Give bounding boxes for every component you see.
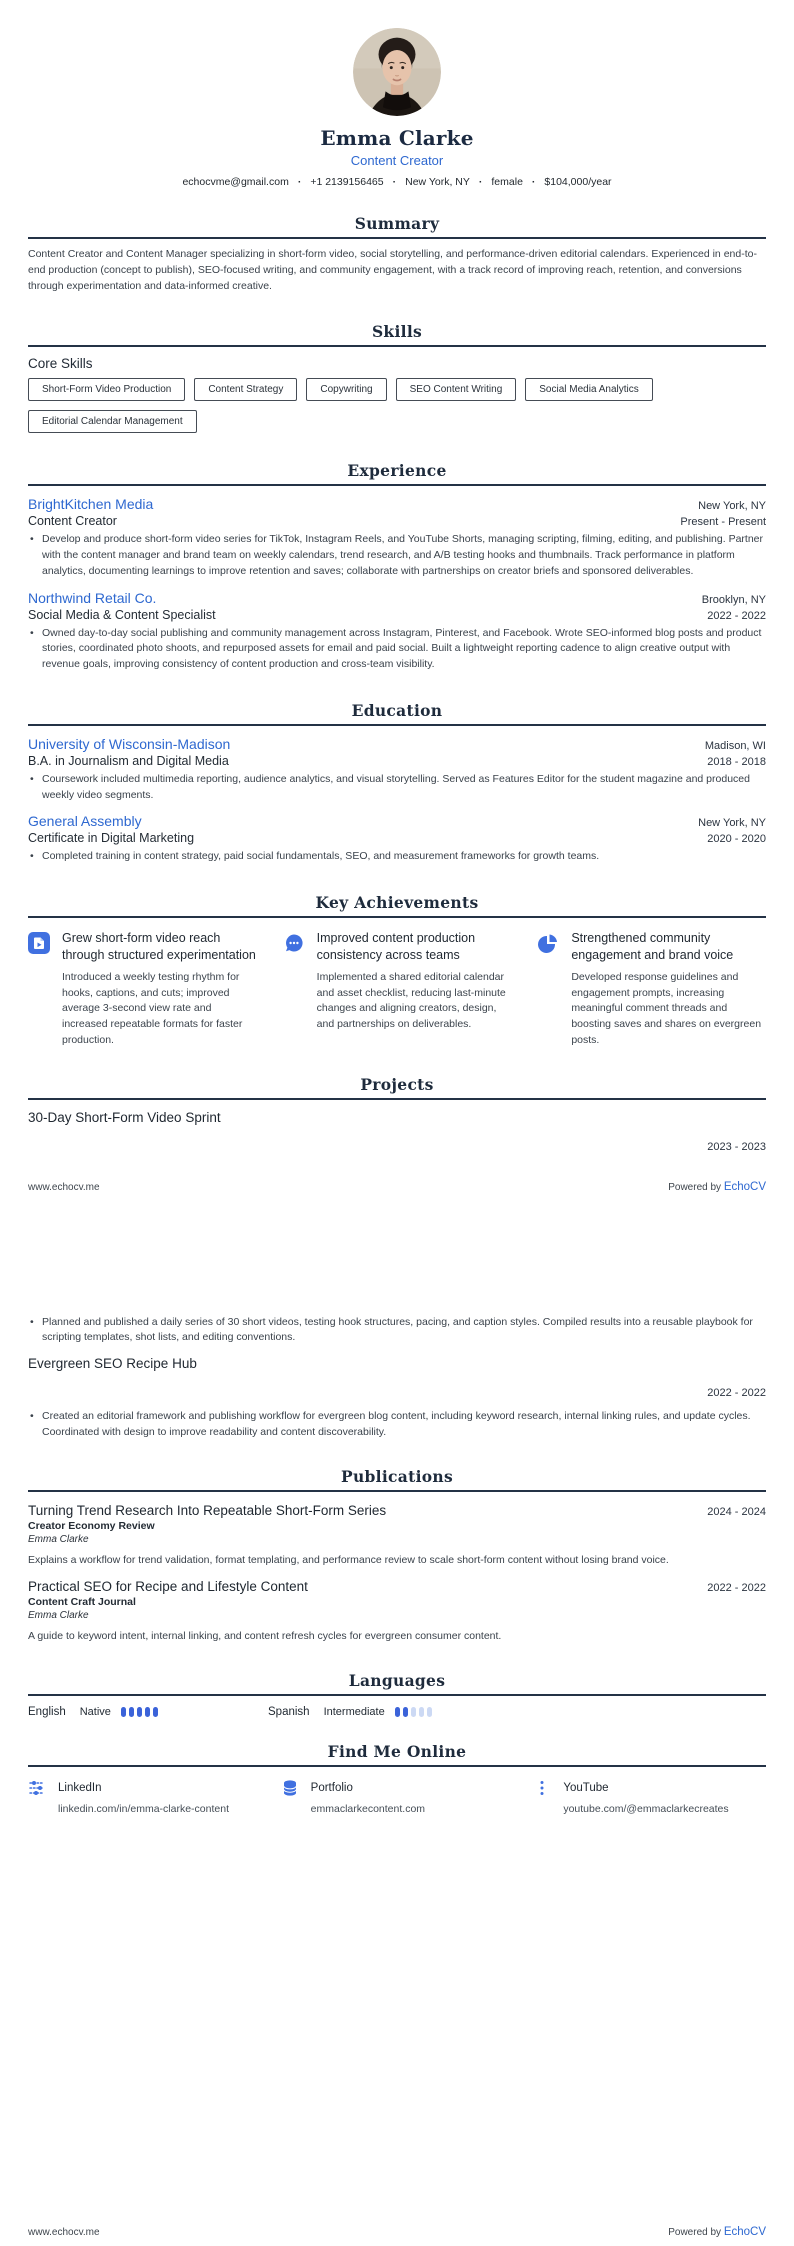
- job-title: Content Creator: [28, 514, 117, 529]
- publication-description: Explains a workflow for trend validation, format templating, and performance review to scale short-form content without losing brand voice.: [28, 1553, 669, 1566]
- language-level-dots: [395, 1707, 432, 1717]
- online-item-portfolio: [281, 1779, 514, 1815]
- contact-gender: female: [491, 176, 523, 188]
- powered-by: [668, 2226, 766, 2238]
- powered-by-text: Powered by: [668, 1181, 722, 1193]
- language-item: [28, 1706, 268, 1718]
- school-name: General Assembly: [28, 813, 142, 830]
- summary-text: Content Creator and Content Manager specializing in short-form video, social storytelling, and performance-driven editorial calendars. Experienced in end-to-end production (concept to publish), SEO-focused writing, and community engagement, with a track record of improving reach, retention, and conversions through experimentation and data-informed creative.: [28, 248, 757, 292]
- publication-entry: [28, 1503, 766, 1569]
- degree-dates: 2018 - 2018: [707, 755, 766, 768]
- level-dot-filled: [403, 1707, 408, 1717]
- section-divider: [28, 484, 766, 486]
- experience-entry: [28, 496, 766, 579]
- section-divider: [28, 724, 766, 726]
- powered-by: [668, 1181, 766, 1193]
- skill-chip-list: [28, 378, 766, 433]
- skills-heading: Skills: [371, 322, 423, 342]
- section-find-me-online: [28, 1742, 766, 1815]
- projects-heading: Projects: [360, 1074, 434, 1094]
- language-level-dots: [121, 1707, 158, 1717]
- experience-heading: Experience: [347, 461, 447, 481]
- page-break-footer: [28, 1181, 766, 1193]
- vertical-dots-icon: [533, 1779, 551, 1797]
- skill-chip: Copywriting: [306, 378, 386, 401]
- footer-site-link[interactable]: www.echocv.me: [28, 2227, 100, 2238]
- experience-entry: [28, 590, 766, 673]
- footer-site-link[interactable]: www.echocv.me: [28, 1181, 100, 1193]
- job-dates: 2022 - 2022: [707, 609, 766, 622]
- publication-entry: [28, 1579, 766, 1645]
- section-skills: [28, 322, 766, 433]
- online-url-link[interactable]: youtube.com/@emmaclarkecreates: [563, 1803, 729, 1815]
- language-list: [28, 1706, 766, 1718]
- video-file-icon: [28, 932, 50, 954]
- online-label: LinkedIn: [58, 1782, 102, 1794]
- chat-bubble-icon: [283, 932, 305, 954]
- achievement-text: Developed response guidelines and engagement prompts, increasing meaningful comment threads and boosting saves and shares on evergreen posts.: [571, 970, 762, 1046]
- education-bullet: • Coursework included multimedia reporting, audience analytics, and visual storytelling. Served as Features Editor for the student magazine and produced weekly video segments.: [28, 772, 766, 804]
- level-dot-empty: [411, 1707, 416, 1717]
- achievements-grid: [28, 930, 766, 1049]
- skill-chip: Content Strategy: [194, 378, 297, 401]
- section-key-achievements: [28, 893, 766, 1049]
- online-url-link[interactable]: linkedin.com/in/emma-clarke-content: [58, 1803, 229, 1815]
- publication-title: Turning Trend Research Into Repeatable Short-Form Series: [28, 1502, 387, 1518]
- company-name: BrightKitchen Media: [28, 496, 154, 513]
- project-name: Evergreen SEO Recipe Hub: [28, 1356, 197, 1371]
- section-languages: [28, 1671, 766, 1718]
- level-dot-filled: [145, 1707, 150, 1717]
- language-level: Native: [79, 1706, 111, 1718]
- person-title: Content Creator: [350, 153, 444, 168]
- online-grid: [28, 1779, 766, 1815]
- contact-line: [28, 176, 766, 188]
- degree-title: Certificate in Digital Marketing: [28, 831, 195, 846]
- company-location: New York, NY: [698, 500, 766, 513]
- publication-author: Emma Clarke: [28, 1610, 89, 1622]
- school-location: Madison, WI: [704, 739, 766, 752]
- summary-heading: Summary: [354, 214, 440, 233]
- education-heading: Education: [351, 700, 443, 720]
- sliders-icon: [28, 1779, 46, 1797]
- level-dot-filled: [137, 1707, 142, 1717]
- section-education: [28, 701, 766, 865]
- echocv-brand-link[interactable]: EchoCV: [723, 2226, 766, 2238]
- project-dates: 2022 - 2022: [707, 1387, 766, 1399]
- section-summary: [28, 214, 766, 294]
- publication-dates: 2022 - 2022: [707, 1582, 766, 1595]
- level-dot-empty: [427, 1707, 432, 1717]
- section-divider: [28, 237, 766, 239]
- section-publications: [28, 1467, 766, 1646]
- language-item: [268, 1706, 508, 1718]
- level-dot-filled: [153, 1707, 158, 1717]
- project-entry: [28, 1356, 766, 1441]
- portrait-photo: [353, 28, 441, 116]
- achievement-text: Implemented a shared editorial calendar and asset checklist, reducing last-minute changes and aligning creators, design, and partnerships on deliverables.: [316, 970, 506, 1030]
- powered-by-text: Powered by: [668, 2227, 722, 2238]
- level-dot-filled: [129, 1707, 134, 1717]
- company-location: Brooklyn, NY: [701, 593, 766, 606]
- online-label: YouTube: [563, 1782, 609, 1794]
- publication-dates: 2024 - 2024: [707, 1505, 766, 1518]
- publication-title: Practical SEO for Recipe and Lifestyle Content: [28, 1579, 308, 1595]
- language-level: Intermediate: [323, 1706, 385, 1718]
- achievement-title: Grew short-form video reach through structured experimentation: [62, 931, 256, 962]
- project-bullet: • Created an editorial framework and publishing workflow for evergreen blog content, including keyword research, internal linking rules, and update cycles. Coordinated with design to improve readability and content discoverability.: [28, 1409, 766, 1441]
- level-dot-empty: [419, 1707, 424, 1717]
- section-divider: [28, 1490, 766, 1492]
- job-title: Social Media & Content Specialist: [28, 607, 216, 622]
- section-divider: [28, 1694, 766, 1696]
- person-name: Emma Clarke: [320, 126, 474, 150]
- skills-group-label: Core Skills: [28, 356, 93, 372]
- achievements-heading: Key Achievements: [315, 893, 479, 912]
- language-name: English: [28, 1706, 66, 1718]
- contact-salary: $104,000/year: [544, 176, 612, 188]
- education-entry: [28, 813, 766, 865]
- publications-heading: Publications: [340, 1466, 453, 1486]
- language-name: Spanish: [268, 1706, 310, 1718]
- education-bullet: • Completed training in content strategy, paid social fundamentals, SEO, and measurement frameworks for growth teams.: [28, 849, 766, 865]
- publication-description: A guide to keyword intent, internal linking, and content refresh cycles for evergreen consumer content.: [28, 1630, 502, 1643]
- contact-email: echocvme@gmail.com: [182, 176, 289, 188]
- online-url-link[interactable]: emmaclarkecontent.com: [310, 1803, 426, 1815]
- section-divider: [28, 345, 766, 347]
- section-divider: [28, 1765, 766, 1767]
- avatar: [353, 28, 441, 116]
- online-item-linkedin: [28, 1779, 261, 1815]
- languages-heading: Languages: [348, 1671, 446, 1690]
- publication-publisher: Creator Economy Review: [28, 1519, 155, 1532]
- project-dates: 2023 - 2023: [707, 1140, 766, 1153]
- section-divider: [28, 1098, 766, 1100]
- online-item-youtube: [533, 1779, 766, 1815]
- pie-chart-icon: [537, 932, 559, 954]
- section-projects: [28, 1075, 766, 1441]
- achievement-item: [283, 930, 512, 1049]
- contact-phone: +1 2139156465: [310, 176, 384, 188]
- publication-author: Emma Clarke: [28, 1533, 89, 1545]
- school-name: University of Wisconsin-Madison: [28, 735, 231, 752]
- job-bullet: • Develop and produce short-form video series for TikTok, Instagram Reels, and YouTube Shorts, managing scripting, filming, editing, and publishing. Partner with the content manager and brand team on weekly calendars, trend research, and A/B testing hooks and thumbnails. Track performance in platform analytics, documenting learnings to improve retention and saves; collaborate with partnerships on creator briefs and sponsored deliverables.: [28, 532, 766, 579]
- job-dates: Present - Present: [680, 516, 766, 529]
- contact-location: New York, NY: [405, 176, 470, 188]
- education-entry: [28, 736, 766, 804]
- section-experience: [28, 461, 766, 673]
- job-bullet: • Owned day-to-day social publishing and community management across Instagram, Pinterest, and Facebook. Wrote SEO-informed blog posts and product stories, coordinated photo shoots, and repurposed assets for email and paid social. Built a lightweight reporting cadence to align creative output with revenue goals, improving consistency of content production and cross-team visibility.: [28, 626, 766, 673]
- database-icon: [281, 1779, 299, 1797]
- resume-header: [28, 0, 766, 188]
- achievement-text: Introduced a weekly testing rhythm for hooks, captions, and cuts; improved average 3-second view rate and increased repeatable formats for faster production.: [62, 970, 243, 1046]
- level-dot-filled: [121, 1707, 126, 1717]
- online-heading: Find Me Online: [327, 1742, 467, 1761]
- publication-publisher: Content Craft Journal: [28, 1596, 136, 1609]
- online-label: Portfolio: [310, 1782, 353, 1794]
- project-bullet: • Planned and published a daily series of 30 short videos, testing hook structures, pacing, and caption styles. Compiled results into a reusable playbook for scripting templates, shot lists, and editing conventions.: [28, 1315, 766, 1347]
- page-footer: [28, 2226, 766, 2238]
- skill-chip: Social Media Analytics: [525, 378, 653, 401]
- school-location: New York, NY: [698, 817, 766, 830]
- project-entry: [28, 1110, 766, 1347]
- project-name: 30-Day Short-Form Video Sprint: [28, 1109, 221, 1125]
- achievement-item: [537, 930, 766, 1049]
- section-divider: [28, 916, 766, 918]
- echocv-brand-link[interactable]: EchoCV: [723, 1180, 766, 1193]
- skill-chip: Short-Form Video Production: [28, 378, 185, 401]
- company-name: Northwind Retail Co.: [28, 589, 157, 606]
- skill-chip: SEO Content Writing: [396, 378, 517, 401]
- level-dot-filled: [395, 1707, 400, 1717]
- degree-title: B.A. in Journalism and Digital Media: [28, 753, 229, 768]
- skill-chip: Editorial Calendar Management: [28, 410, 197, 433]
- achievement-title: Improved content production consistency across teams: [316, 931, 476, 962]
- achievement-item: [28, 930, 257, 1049]
- achievement-title: Strengthened community engagement and brand voice: [571, 931, 734, 962]
- degree-dates: 2020 - 2020: [707, 833, 766, 846]
